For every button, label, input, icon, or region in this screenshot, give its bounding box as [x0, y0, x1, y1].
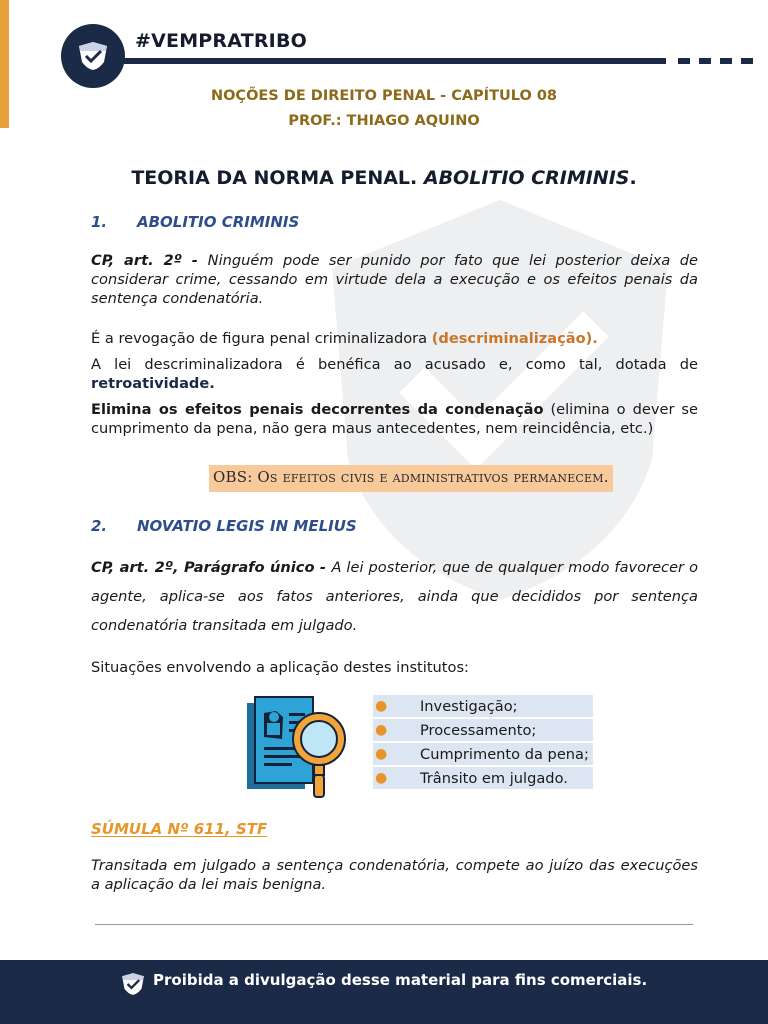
revocation-paragraph: É a revogação de figura penal criminalizadora (descriminalização). [91, 330, 598, 347]
footer-bar [0, 960, 768, 1024]
shield-check-icon [75, 40, 111, 72]
accent-bar [0, 0, 9, 128]
situations-intro: Situações envolvendo a aplicação destes institutos: [91, 659, 469, 676]
header-rule [118, 58, 666, 64]
sumula-text: Transitada em julgado a sentença condenatória, compete ao juízo das execuções a aplicação da lei mais benigna. [91, 857, 698, 893]
document-title: TEORIA DA NORMA PENAL. ABOLITIO CRIMINIS. [131, 167, 637, 189]
course-title: NOÇÕES DE DIREITO PENAL - CAPÍTULO 08 [210, 88, 558, 104]
shield-check-icon [119, 970, 147, 998]
section-heading-novatio: 2. NOVATIO LEGIS IN MELIUS [91, 517, 357, 535]
obs-note: OBS: Os efeitos civis e administrativos permanecem. [209, 465, 613, 492]
course-professor: PROF.: THIAGO AQUINO [288, 113, 480, 129]
article-2-sole-paragraph: CP, art. 2º, Parágrafo único - A lei posterior, que de qualquer modo favorecer o agente, aplica-se aos fatos anteriores, ainda que decididos por sentença condenatória transitada em julgado. [91, 559, 698, 634]
list-item: ● Processamento; [373, 719, 593, 741]
footer-notice: Proibida a divulgação desse material para fins comerciais. [153, 971, 648, 989]
section-heading-abolitio: 1. ABOLITIO CRIMINIS [91, 213, 300, 231]
list-item: ● Trânsito em julgado. [373, 767, 593, 789]
document-magnifier-icon [243, 693, 351, 801]
effects-paragraph: Elimina os efeitos penais decorrentes da condenação (elimina o dever se cumprimento da pena, não gera maus antecedentes, nem reincidência, etc.) [91, 401, 698, 437]
brand-logo [61, 24, 125, 88]
header-dashes [678, 58, 753, 64]
list-item: ● Cumprimento da pena; [373, 743, 593, 765]
brand-hashtag: #VEMPRATRIBO [135, 30, 307, 52]
retroactivity-paragraph: A lei descriminalizadora é benéfica ao acusado e, como tal, dotada de retroatividade. [91, 356, 698, 392]
sumula-heading: SÚMULA Nº 611, STF [91, 820, 268, 838]
footer-divider [95, 924, 693, 925]
article-2-text: CP, art. 2º - Ninguém pode ser punido por fato que lei posterior deixa de considerar crime, cessando em virtude dela a execução e os efeitos penais da sentença condenatória. [91, 252, 698, 307]
list-item: ● Investigação; [373, 695, 593, 717]
situations-list [373, 695, 593, 791]
